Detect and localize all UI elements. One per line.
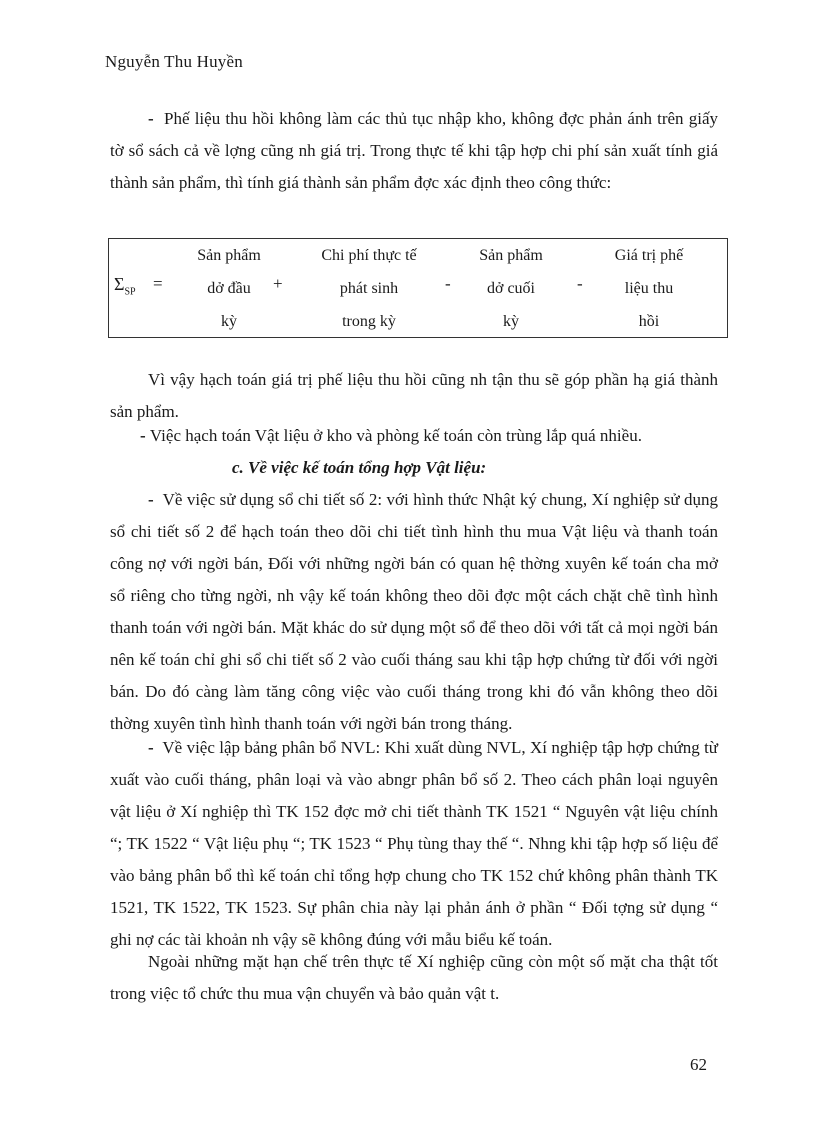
formula-col-actual-cost: Chi phí thực tế phát sinh trong kỳ <box>321 247 417 330</box>
author-header: Nguyễn Thu Huyền <box>105 52 243 71</box>
formula-col-scrap-value: Giá trị phế liệu thu hồi <box>614 247 684 330</box>
cost-formula-box <box>108 238 728 338</box>
minus-sign-2: - <box>577 274 583 293</box>
paragraph-scrap-intro: - Phế liệu thu hồi không làm các thủ tục nhập kho, không đợc phản ánh trên giấy tờ sổ sách cả về lợng cũng nh giá trị. Trong thực tế khi tập hợp chi phí sản xuất tính giá thành sản phẩm, thì tính giá thành sản phẩm đợc xác định theo công thức: <box>110 109 719 192</box>
paragraph-duplication: - Việc hạch toán Vật liệu ở kho và phòng kế toán còn trùng lắp quá nhiều. <box>140 426 642 445</box>
equals-sign: = <box>153 274 163 293</box>
bullet: - <box>148 109 154 128</box>
paragraph-ledger-2: - Về việc sử dụng sổ chi tiết số 2: với hình thức Nhật ký chung, Xí nghiệp sử dụng sổ chi tiết số 2 để hạch toán theo dõi chi tiết tình hình thu mua Vật liệu và thanh toán công nợ với ngời bán, Đối với những ngời bán có quan hệ thờng xuyên kế toán cha mở sổ riêng cho từng ngời, nh vậy kế toán không theo dõi đợc một cách chặt chẽ tình hình thanh toán với ngời bán. Mặt khác do sử dụng một sổ để theo dõi với tất cả mọi ngời bán nên kế toán chỉ ghi sổ chi tiết số 2 vào cuối tháng sau khi tập hợp chứng từ đối với ngời bán. Do đó càng làm tăng công việc vào cuối tháng trong khi đó vẫn không theo dõi thờng xuyên tình hình thanh toán với ngời bán trong tháng. <box>110 490 718 733</box>
section-heading: c. Về việc kế toán tổng hợp Vật liệu: <box>232 458 487 477</box>
paragraph-scrap-conclusion: Vì vậy hạch toán giá trị phế liệu thu hồi cũng nh tận thu sẽ góp phần hạ giá thành sản phẩm. <box>110 370 718 421</box>
page-number: 62 <box>690 1055 707 1074</box>
paragraph-other-limits: Ngoài những mặt hạn chế trên thực tế Xí nghiệp cũng còn một số mặt cha thật tốt trong việc tổ chức thu mua vận chuyển và bảo quản vật t. <box>110 952 718 1003</box>
paragraph-allocation-table: - Về việc lập bảng phân bổ NVL: Khi xuất dùng NVL, Xí nghiệp tập hợp chứng từ xuất vào cuối tháng, phân loại và vào abngr phân bổ số 2. Theo cách phân loại nguyên vật liệu ở Xí nghiệp thì TK 152 đợc mở chi tiết thành TK 1521 “ Nguyên vật liệu chính “; TK 1522 “ Vật liệu phụ “; TK 1523 “ Phụ tùng thay thế “. Nhng khi tập hợp số liệu để vào bảng phân bổ thì kế toán chỉ tổng hợp chung cho TK 152 chứ không phân thành TK 1521, TK 1522, TK 1523. Sự phân chia này lại phản ánh ở phần “ Đối tợng sử dụng “ ghi nợ các tài khoản nh vậy sẽ không đúng với mẫu biểu kế toán. <box>110 738 719 949</box>
minus-sign-1: - <box>445 274 451 293</box>
sigma-symbol: $\Sigma_{SP}$ <box>114 274 136 298</box>
formula-col-wip-end: Sản phẩm dở cuối kỳ <box>479 247 543 330</box>
plus-sign: + <box>273 274 283 293</box>
formula-col-wip-begin: Sản phẩm dở đầu kỳ <box>197 247 261 330</box>
